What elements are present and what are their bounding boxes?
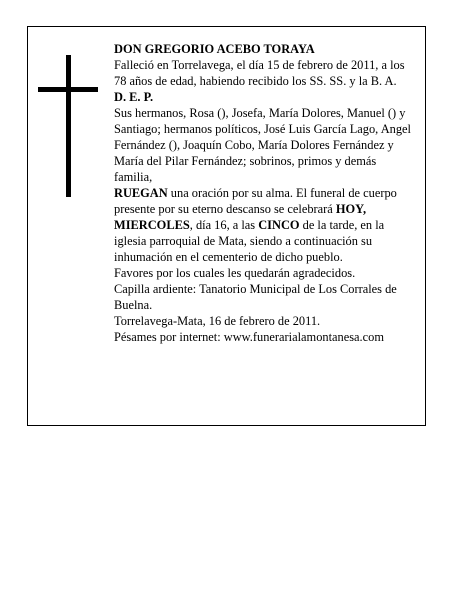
funeral-text-1: una oración por su alma. El funeral de cuerpo presente por su eterno descanso se celebrará (114, 186, 397, 216)
cross-icon (38, 55, 98, 197)
cross-vertical-bar (66, 55, 71, 197)
deceased-name: DON GREGORIO ACEBO TORAYA (114, 42, 315, 56)
chapel-line: Capilla ardiente: Tanatorio Municipal de Los Corrales de Buelna. (114, 282, 397, 312)
funeral-text-2: , día 16, a las (189, 218, 259, 232)
obituary-text (114, 41, 416, 345)
funeral-details (114, 185, 416, 265)
rip-abbreviation: D. E. P. (114, 90, 154, 104)
death-announcement: Falleció en Torrelavega, el día 15 de febrero de 2011, a los 78 años de edad, habiendo recibido los SS. SS. y la B. A. (114, 58, 405, 88)
place-date-line: Torrelavega-Mata, 16 de febrero de 2011. (114, 314, 321, 328)
obituary-notice (27, 26, 426, 426)
family-list: Sus hermanos, Rosa (), Josefa, María Dolores, Manuel () y Santiago; hermanos políticos, José Luis García Lago, Angel Fernández (), Joaquín Cobo, María Dolores Fernández y María del Pilar Fernández; sobrinos, primos y demás familia, (114, 106, 411, 184)
thanks-line: Favores por los cuales les quedarán agradecidos. (114, 266, 356, 280)
cross-horizontal-bar (38, 87, 98, 92)
ruegan-word: RUEGAN (114, 186, 168, 200)
funeral-hour: CINCO (258, 218, 300, 232)
condolences-line: Pésames por internet: www.funerarialamontanesa.com (114, 330, 384, 344)
funeral-text-3: de la tarde, en la iglesia parroquial de Mata, siendo a continuación su inhumación en el cementerio de dicho pueblo. (114, 218, 385, 264)
funeral-day: HOY, MIERCOLES (114, 202, 367, 232)
